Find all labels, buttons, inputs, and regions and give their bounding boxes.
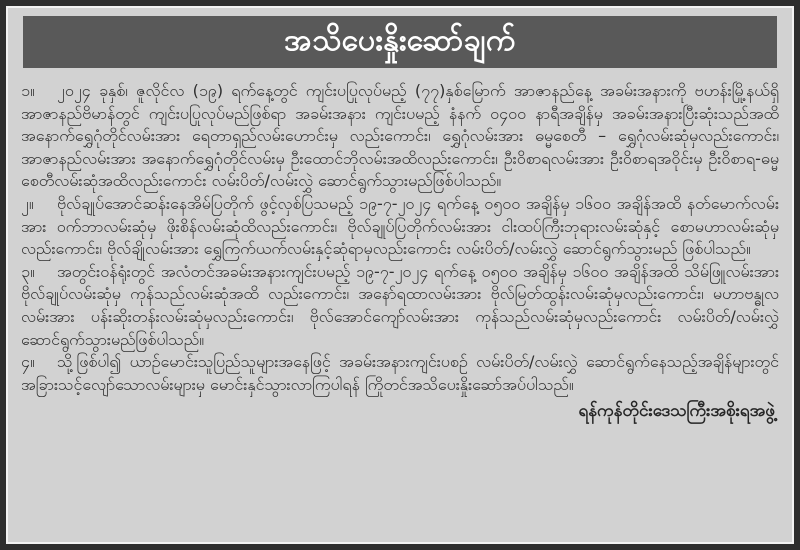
paragraph-4 bbox=[21, 351, 779, 396]
paragraph-3 bbox=[21, 261, 779, 351]
signature: ရန်ကုန်တိုင်းဒေသကြီးအစိုးရအဖွဲ့ bbox=[578, 401, 775, 422]
paragraph-4-text: သို့ဖြစ်ပါ၍ ယာဉ်မောင်းသူပြည်သူများအနေဖြင့် အခမ်းအနားကျင်းပစဉ် လမ်းပိတ်/လမ်းလွှဲ ဆောင်ရွက်နေသည့်အချိန်များတွင် အခြားသင့်လျော်သောလမ်းများမှ မောင်းနှင်သွားလာကြပါရန် ကြိုတင်အသိပေးနှိုးဆော်အပ်ပါသည်။ bbox=[21, 352, 779, 394]
notice-frame bbox=[6, 6, 794, 544]
notice-title-bar bbox=[23, 16, 777, 68]
notice-body bbox=[21, 80, 779, 396]
paragraph-1 bbox=[21, 80, 779, 193]
paragraph-3-text: အတွင်းဝန်ရုံးတွင် အလံတင်အခမ်းအနားကျင်းပမည့် ၁၉-၇-၂၀၂၄ ရက်နေ့ ၀၅၀၀ အချိန်မှ ၁၆၀၀ အချိန်အထိ သိမ်ဖြူလမ်းအား ဗိုလ်ချုပ်လမ်းဆုံမှ ကုန်သည်လမ်းဆုံအထိ လည်းကောင်း၊ အနော်ရထာလမ်းအား ဗိုလ်မြတ်ထွန်းလမ်းဆုံမှလည်းကောင်း၊ မဟာဗန္ဓုလလမ်းအား ပန်းဆိုးတန်းလမ်းဆုံမှလည်းကောင်း၊ ဗိုလ်အောင်ကျော်လမ်းအား ကုန်သည်လမ်းဆုံမှလည်းကောင်း လမ်းပိတ်/လမ်းလွှဲ ဆောင်ရွက်သွားမည်ဖြစ်ပါသည်။ bbox=[21, 261, 779, 349]
paragraph-2-text: ဗိုလ်ချုပ်အောင်ဆန်းနေအိမ်ပြတိုက် ဖွင့်လှစ်ပြသမည့် ၁၉-၇-၂၀၂၄ ရက်နေ့ ၀၅၀၀ အချိန်မှ ၁၆၀၀ အချိန်အထိ နတ်မောက်လမ်းအား ဝက်ဘာလမ်းဆုံမှ ဖိုးစိန်လမ်းဆုံထိလည်းကောင်း၊ ဗိုလ်ချုပ်ပြတိုက်လမ်းအား ငါးထပ်ကြီးဘုရားလမ်းဆုံနှင့် စောမဟာလမ်းဆုံမှလည်းကောင်း၊ ဗိုလ်ချိုလမ်းအား ရွှေကြက်ယက်လမ်းနှင့်ဆုံရာမှလည်းကောင်း လမ်းပိတ်/လမ်းလွှဲ ဆောင်ရွက်သွားမည် ဖြစ်ပါသည်။ bbox=[21, 193, 779, 259]
paragraph-2-number: ၂။ bbox=[21, 193, 34, 213]
paragraph-1-number: ၁။ bbox=[21, 81, 35, 100]
paragraph-2 bbox=[21, 193, 779, 261]
paragraph-3-number: ၃။ bbox=[21, 261, 35, 281]
notice-title: အသိပေးနှိုးဆော်ချက် bbox=[284, 23, 516, 58]
paragraph-1-text: ၂၀၂၄ ခုနှစ်၊ ဇူလိုင်လ (၁၉) ရက်နေ့တွင် ကျင်းပပြုလုပ်မည့် (၇၇)နှစ်မြောက် အာဇာနည်နေ့ အခမ်းအနားကို ဗဟန်းမြို့နယ်ရှိ အာဇာနည်ဗိမာန်တွင် ကျင်းပပြုလုပ်မည်ဖြစ်ရာ အခမ်းအနား ကျင်းပမည့် နံနက် ၀၄၀၀ နာရီအချိန်မှ အခမ်းအနားပြီးဆုံးသည်အထိ အနောက်ရွှေဂုံတိုင်လမ်းအား ရေတာရှည်လမ်းဟောင်းမှ လည်းကောင်း၊ ရွှေဂုံလမ်းအား ဓမ္မစေတီ – ရွှေဂုံလမ်းဆုံမှလည်းကောင်း၊ အာဇာနည်လမ်းအား အနောက်ရွှေဂုံတိုင်လမ်းမှ ဦးထောင်ဘိုလမ်းအထိလည်းကောင်း၊ ဦးဝိစာရလမ်းအား ဦးဝိစာရအဝိုင်းမှ ဦးဝိစာရ-ဓမ္မစေတီလမ်းဆုံအထိလည်းကောင်း လမ်းပိတ်/လမ်းလွှဲ ဆောင်ရွက်သွားမည်ဖြစ်ပါသည်။ bbox=[21, 81, 779, 191]
paragraph-4-number: ၄။ bbox=[21, 352, 35, 372]
